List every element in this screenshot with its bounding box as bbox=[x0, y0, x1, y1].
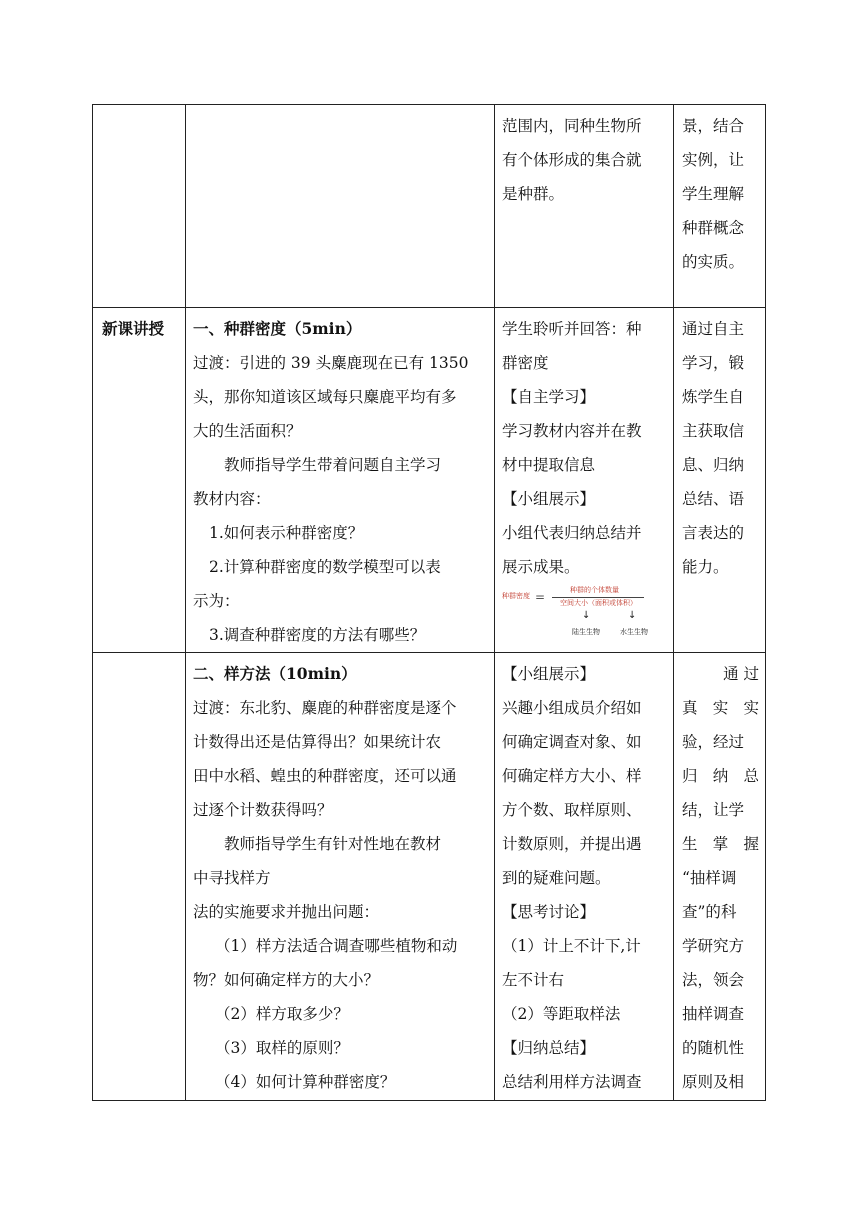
text-line: 计数原则，并提出遇 bbox=[502, 835, 642, 853]
text-line: “抽样调 bbox=[682, 869, 737, 887]
text-line: 过渡：东北豹、麋鹿的种群密度是逐个 bbox=[193, 699, 457, 717]
question-item: （3）取样的原则？ bbox=[215, 1039, 349, 1057]
text-line: 过渡：引进的 39 头麋鹿现在已有 1350 bbox=[193, 354, 469, 372]
question-item: （1）样方法适合调查哪些植物和动 bbox=[215, 937, 458, 955]
text-line: 左不计右 bbox=[502, 971, 565, 989]
text-line: 大的生活面积？ bbox=[193, 422, 302, 440]
text-line: 主获取信 bbox=[682, 422, 745, 440]
formula-water-label: 水生生物 bbox=[620, 628, 648, 636]
student-activity-cell bbox=[495, 653, 674, 1101]
activity-tag: 【思考讨论】 bbox=[502, 903, 596, 921]
text-line: 教师指导学生带着问题自主学习 bbox=[224, 456, 442, 474]
teacher-activity-cell bbox=[186, 308, 495, 653]
text-line: 范围内，同种生物所 bbox=[502, 117, 642, 135]
text-line: 原则及相 bbox=[682, 1073, 745, 1091]
table-row bbox=[93, 653, 766, 1101]
text-line: 景，结合 bbox=[682, 117, 745, 135]
text-line: 结，让学 bbox=[682, 801, 745, 819]
section-heading: 一、种群密度（5min） bbox=[193, 319, 362, 338]
activity-tag: 【小组展示】 bbox=[502, 665, 596, 683]
student-activity-cell bbox=[495, 308, 674, 653]
text-line: 生 掌 握 bbox=[682, 835, 759, 853]
text-line: 法的实施要求并抛出问题： bbox=[193, 903, 380, 921]
activity-tag: 【自主学习】 bbox=[502, 388, 596, 406]
question-item: 3.调查种群密度的方法有哪些？ bbox=[209, 626, 426, 644]
design-intent-cell bbox=[674, 105, 766, 308]
formula-left-label: 种群密度 bbox=[502, 592, 530, 600]
question-item: （4）如何计算种群密度？ bbox=[215, 1073, 396, 1091]
teacher-activity-cell bbox=[186, 653, 495, 1101]
formula-numerator: 种群的个体数量 bbox=[570, 586, 619, 594]
table-row bbox=[93, 105, 766, 308]
text-line: 方个数、取样原则、 bbox=[502, 801, 642, 819]
arrow-down-icon: ↓ bbox=[628, 610, 637, 621]
text-line: 能力。 bbox=[682, 558, 729, 576]
teacher-activity-cell bbox=[186, 105, 495, 308]
text-line: 炼学生自 bbox=[682, 388, 745, 406]
text-line: 中寻找样方 bbox=[193, 869, 271, 887]
question-item: （2）样方取多少？ bbox=[215, 1005, 349, 1023]
text-line: 通 过 bbox=[723, 665, 759, 683]
text-line: 法，领会 bbox=[682, 971, 745, 989]
text-line: 材中提取信息 bbox=[502, 456, 596, 474]
text-line: 通过自主 bbox=[682, 320, 745, 338]
design-intent-cell bbox=[674, 308, 766, 653]
stage-label: 新课讲授 bbox=[102, 319, 165, 338]
text-line: 计数得出还是估算得出？如果统计农 bbox=[193, 733, 442, 751]
text-line: 教材内容： bbox=[193, 490, 271, 508]
text-line: 何确定样方大小、样 bbox=[502, 767, 642, 785]
formula-denominator: 空间大小（面积或体积） bbox=[560, 599, 637, 607]
stage-cell bbox=[93, 105, 186, 308]
text-line: 田中水稻、蝗虫的种群密度，还可以通 bbox=[193, 767, 457, 785]
text-line: 是种群。 bbox=[502, 185, 565, 203]
stage-cell bbox=[93, 653, 186, 1101]
text-line: 物？如何确定样方的大小？ bbox=[193, 971, 380, 989]
fraction-bar bbox=[552, 597, 644, 598]
text-line: 群密度 bbox=[502, 354, 549, 372]
text-line: 小组代表归纳总结并 bbox=[502, 524, 642, 542]
section-heading: 二、样方法（10min） bbox=[193, 664, 357, 683]
text-line: 的实质。 bbox=[682, 253, 745, 271]
text-line: 头，那你知道该区域每只麋鹿平均有多 bbox=[193, 388, 457, 406]
text-line: 息、归纳 bbox=[682, 456, 745, 474]
text-line: 学习，锻 bbox=[682, 354, 745, 372]
text-line: 学生聆听并回答：种 bbox=[502, 320, 642, 338]
question-item: 2.计算种群密度的数学模型可以表 bbox=[209, 558, 441, 576]
lesson-plan-table bbox=[92, 104, 766, 1101]
density-formula-image bbox=[502, 586, 670, 642]
text-line: 总结利用样方法调查 bbox=[502, 1073, 642, 1091]
text-line: 教师指导学生有针对性地在教材 bbox=[224, 835, 442, 853]
text-line: 抽样调查 bbox=[682, 1005, 745, 1023]
text-line: 实例，让 bbox=[682, 151, 745, 169]
text-line: 学生理解 bbox=[682, 185, 745, 203]
text-line: 归 纳 总 bbox=[682, 767, 759, 785]
text-line: 的随机性 bbox=[682, 1039, 745, 1057]
activity-tag: 【归纳总结】 bbox=[502, 1039, 596, 1057]
text-line: 兴趣小组成员介绍如 bbox=[502, 699, 642, 717]
student-activity-cell bbox=[495, 105, 674, 308]
formula-equals: = bbox=[535, 590, 546, 604]
text-line: 种群概念 bbox=[682, 219, 745, 237]
text-line: 何确定调查对象、如 bbox=[502, 733, 642, 751]
text-line: 真 实 实 bbox=[682, 699, 759, 717]
activity-tag: 【小组展示】 bbox=[502, 490, 596, 508]
text-line: （1）计上不计下,计 bbox=[502, 937, 641, 955]
formula-land-label: 陆生生物 bbox=[572, 628, 600, 636]
text-line: 言表达的 bbox=[682, 524, 745, 542]
stage-cell bbox=[93, 308, 186, 653]
text-line: 有个体形成的集合就 bbox=[502, 151, 642, 169]
text-line: 学习教材内容并在教 bbox=[502, 422, 642, 440]
text-line: 到的疑难问题。 bbox=[502, 869, 611, 887]
question-item: 1.如何表示种群密度？ bbox=[209, 524, 364, 542]
text-line: 学研究方 bbox=[682, 937, 745, 955]
design-intent-cell bbox=[674, 653, 766, 1101]
text-line: 总结、语 bbox=[682, 490, 745, 508]
text-line: 示为： bbox=[193, 592, 240, 610]
arrow-down-icon: ↓ bbox=[582, 610, 591, 621]
text-line: （2）等距取样法 bbox=[502, 1005, 621, 1023]
text-line: 查”的科 bbox=[682, 903, 737, 921]
text-line: 验，经过 bbox=[682, 733, 745, 751]
table-row bbox=[93, 308, 766, 653]
text-line: 展示成果。 bbox=[502, 558, 580, 576]
text-line: 过逐个计数获得吗？ bbox=[193, 801, 333, 819]
